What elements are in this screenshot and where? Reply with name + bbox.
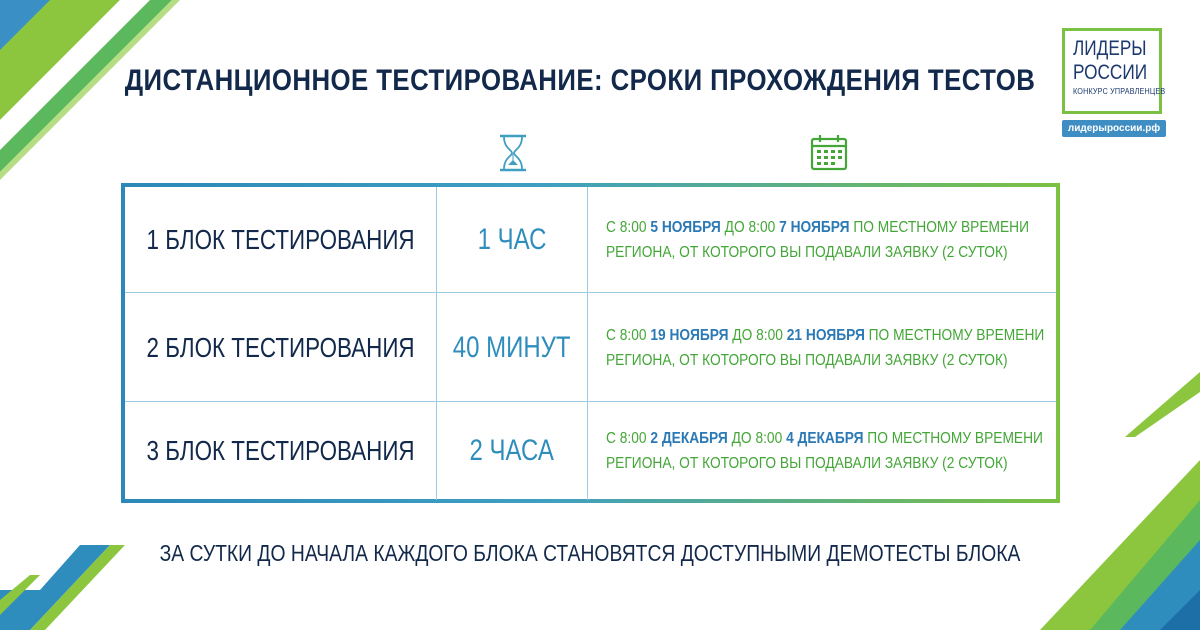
time-line-2: РЕГИОНА, ОТ КОТОРОГО ВЫ ПОДАВАЛИ ЗАЯВКУ (2 СУТОК) [606, 243, 1008, 261]
time-text [606, 426, 1043, 476]
duration-label: 40 МИНУТ [453, 330, 571, 364]
time-suffix: ПО МЕСТНОМУ ВРЕМЕНИ [863, 430, 1043, 447]
time-prefix: С 8:00 [606, 326, 651, 344]
time-prefix: С 8:00 [606, 218, 651, 236]
time-suffix: ПО МЕСТНОМУ ВРЕМЕНИ [864, 326, 1045, 344]
logo-url: лидерыроссии.рф [1062, 120, 1166, 137]
block-cell [125, 402, 437, 500]
duration-cell [437, 402, 588, 500]
time-cell [588, 402, 1056, 500]
time-suffix: ПО МЕСТНОМУ ВРЕМЕНИ [849, 218, 1029, 236]
logo-line-2: РОССИИ [1073, 61, 1148, 84]
time-cell [588, 293, 1056, 402]
duration-cell [437, 293, 588, 402]
footer-note: ЗА СУТКИ ДО НАЧАЛА КАЖДОГО БЛОКА СТАНОВЯТСЯ ДОСТУПНЫМИ ДЕМОТЕСТЫ БЛОКА [159, 540, 1021, 566]
duration-cell [437, 187, 588, 292]
start-date: 2 ДЕКАБРЯ [650, 430, 728, 447]
time-cell [588, 187, 1056, 292]
stripe-bottom-right-1 [1125, 372, 1200, 437]
end-date: 4 ДЕКАБРЯ [786, 430, 864, 447]
block-label: 1 БЛОК ТЕСТИРОВАНИЯ [146, 223, 415, 255]
time-middle: ДО 8:00 [727, 430, 787, 447]
page-title: ДИСТАНЦИОННОЕ ТЕСТИРОВАНИЕ: СРОКИ ПРОХОЖДЕНИЯ ТЕСТОВ [124, 64, 1036, 97]
table-row [125, 187, 1056, 292]
time-middle: ДО 8:00 [728, 326, 787, 344]
block-label: 3 БЛОК ТЕСТИРОВАНИЯ [146, 435, 415, 466]
time-line-2: РЕГИОНА, ОТ КОТОРОГО ВЫ ПОДАВАЛИ ЗАЯВКУ (2 СУТОК) [606, 455, 1008, 472]
schedule-table-body [125, 187, 1056, 499]
time-text [606, 215, 1029, 265]
logo [1062, 28, 1166, 114]
time-line-2: РЕГИОНА, ОТ КОТОРОГО ВЫ ПОДАВАЛИ ЗАЯВКУ (2 СУТОК) [606, 351, 1008, 369]
start-date: 5 НОЯБРЯ [650, 218, 721, 236]
table-row [125, 401, 1056, 500]
duration-label: 1 ЧАС [477, 222, 547, 256]
hourglass-icon [497, 134, 529, 172]
logo-subtitle: КОНКУРС УПРАВЛЕНЦЕВ [1073, 87, 1166, 96]
block-cell [125, 293, 437, 402]
block-cell [125, 187, 437, 292]
time-prefix: С 8:00 [606, 430, 651, 447]
end-date: 7 НОЯБРЯ [779, 218, 850, 236]
schedule-table [121, 183, 1060, 503]
calendar-icon [810, 134, 848, 172]
start-date: 19 НОЯБРЯ [650, 326, 729, 344]
logo-line-1: ЛИДЕРЫ [1073, 37, 1147, 60]
end-date: 21 НОЯБРЯ [786, 326, 865, 344]
table-row [125, 292, 1056, 402]
time-middle: ДО 8:00 [720, 218, 780, 236]
block-label: 2 БЛОК ТЕСТИРОВАНИЯ [146, 331, 415, 363]
time-text [606, 323, 1044, 373]
duration-label: 2 ЧАСА [469, 434, 555, 467]
